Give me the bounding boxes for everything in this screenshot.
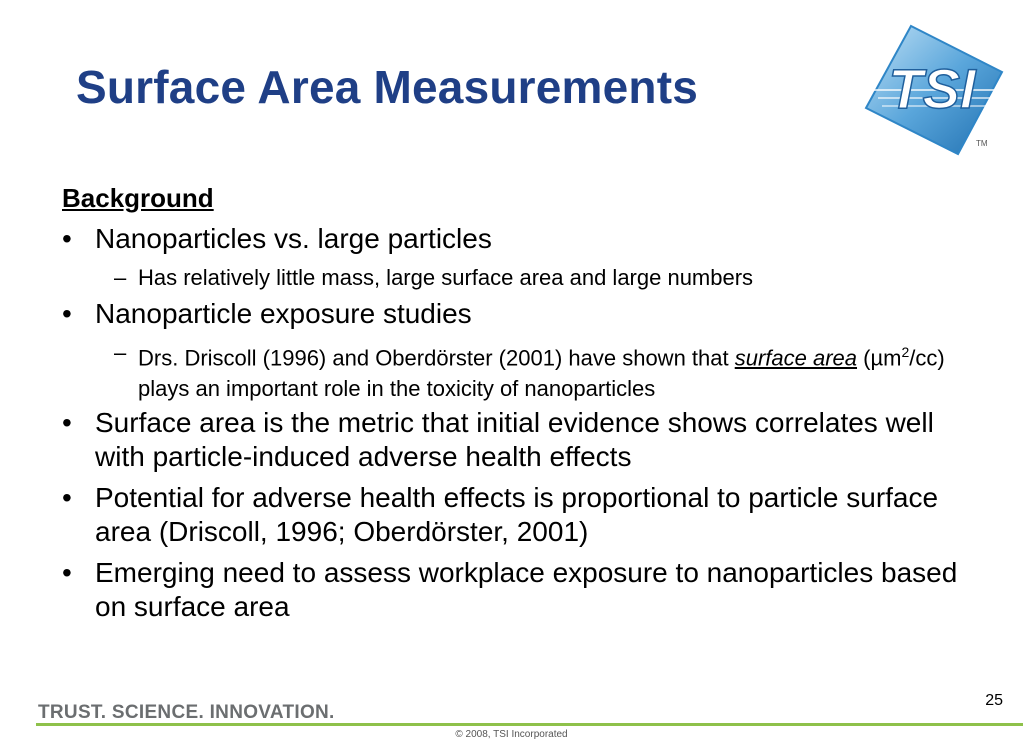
sub-bullet-text: Has relatively little mass, large surface area and large numbers	[138, 265, 754, 290]
bullet-marker: •	[62, 223, 72, 254]
bullet-text: Surface area is the metric that initial evidence shows correlates well with particle-induced adverse health effects	[95, 407, 934, 472]
footer-divider	[36, 723, 1023, 726]
section-heading: Background	[62, 183, 214, 213]
tsi-logo	[856, 20, 1006, 160]
bullet-marker: •	[62, 298, 72, 329]
bullet-item	[62, 222, 982, 256]
bullet-text: Nanoparticles vs. large particles	[95, 223, 492, 254]
sub-bullet-item	[114, 337, 964, 404]
bullet-marker: •	[62, 482, 72, 513]
bullet-item	[62, 556, 982, 624]
bullet-marker: •	[62, 557, 72, 588]
sub-bullet-item	[114, 262, 964, 293]
page-number: 25	[985, 692, 1003, 709]
bullet-item	[62, 481, 982, 549]
unit-superscript: 2	[901, 344, 910, 360]
bullet-text: Nanoparticle exposure studies	[95, 298, 472, 329]
dash-marker: –	[114, 340, 127, 365]
unit-text: (µm	[857, 345, 902, 371]
role-text: /cc) plays an important role in the toxicity of nanoparticles	[138, 345, 945, 402]
footer-tagline: TRUST. SCIENCE. INNOVATION.	[38, 702, 335, 723]
citation-text: Drs. Driscoll (1996) and Oberdörster (2001) have shown that	[138, 345, 735, 371]
logo-tm: TM	[976, 139, 988, 148]
sub-bullet-text	[138, 337, 964, 404]
copyright-notice: © 2008, TSI Incorporated	[455, 729, 568, 740]
slide-title: Surface Area Measurements	[76, 61, 699, 113]
bullet-text: Potential for adverse health effects is proportional to particle surface area (Driscoll, 1996; Oberdörster, 2001)	[95, 482, 939, 547]
bullet-item	[62, 406, 982, 474]
emphasis-surface-area: surface area	[734, 345, 858, 371]
logo-text: TSI	[888, 57, 976, 120]
dash-marker: –	[114, 265, 127, 290]
bullet-item	[62, 297, 982, 331]
bullet-text: Emerging need to assess workplace exposure to nanoparticles based on surface area	[95, 557, 958, 622]
bullet-marker: •	[62, 407, 72, 438]
